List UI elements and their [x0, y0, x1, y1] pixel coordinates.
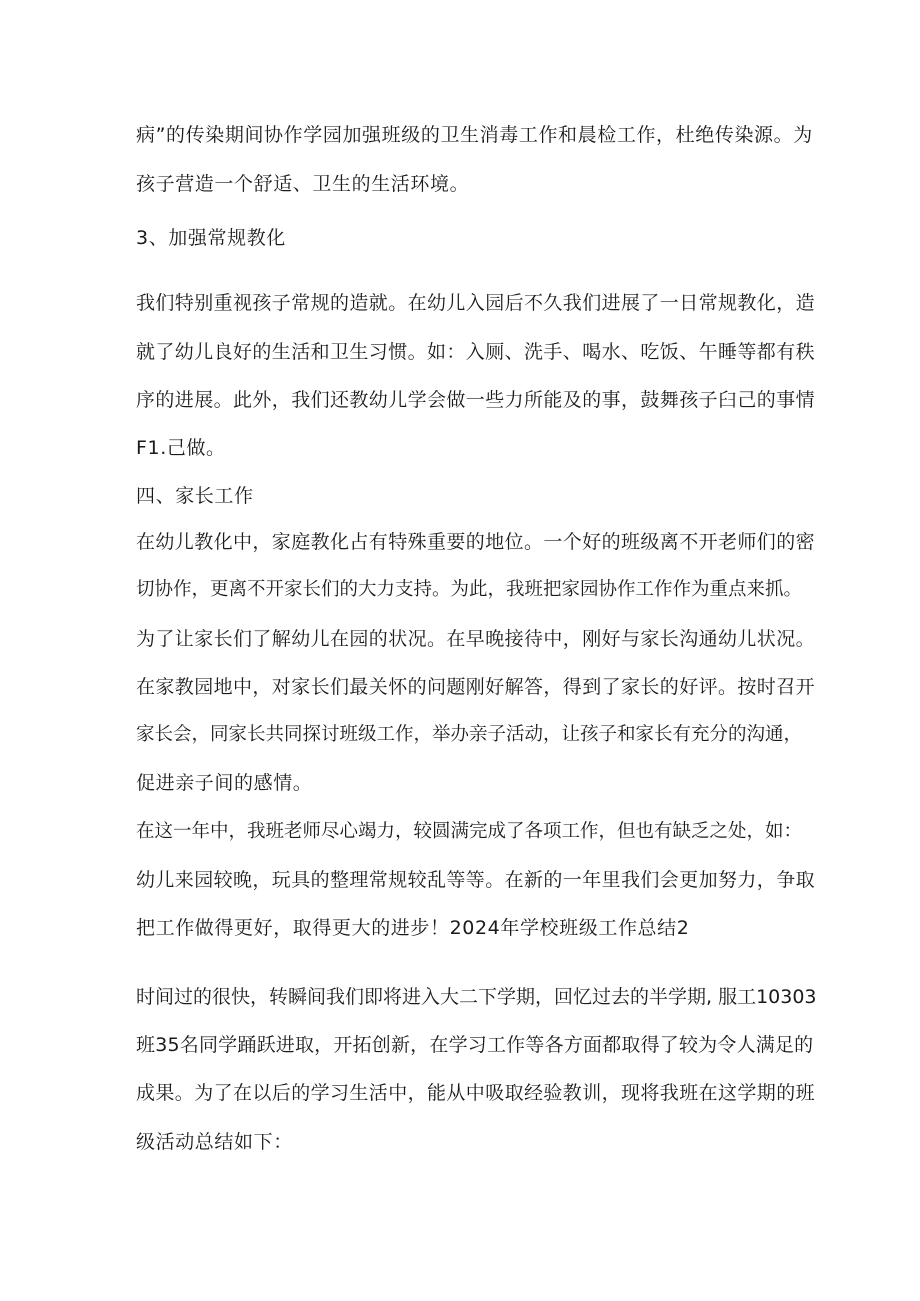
text-line: 促进亲子间的感情。: [136, 772, 313, 794]
text-line: F1.己做。: [136, 437, 226, 459]
text-line: 时间过的很快，转瞬间我们即将进入大二下学期，回忆过去的半学期, 服工10303: [136, 986, 817, 1008]
section-heading: 3、加强常规教化: [136, 227, 286, 249]
text-line: 序的进展。此外，我们还教幼儿学会做一些力所能及的事，鼓舞孩子臼己的事情: [136, 389, 816, 411]
text-line: 在幼儿教化中，家庭教化占有特殊重要的地位。一个好的班级离不开老师们的密: [136, 531, 816, 553]
text-line: 幼儿来园较晚，玩具的整理常规较乱等等。在新的一年里我们会更加努力，争取: [136, 869, 816, 891]
text-line: 班35名同学踊跃进取，开拓创新，在学习工作等各方面都取得了较为令人满足的: [136, 1034, 814, 1056]
section-heading: 四、家长工作: [136, 485, 254, 507]
text-line: 病”的传染期间协作学园加强班级的卫生消毒工作和晨检工作，杜绝传染源。为: [136, 124, 813, 146]
text-line: 切协作，更离不开家长们的大力支持。为此，我班把家园协作工作作为重点来抓。: [136, 579, 803, 600]
text-line: 成果。为了在以后的学习生活中，能从中吸取经验教训，现将我班在这学期的班: [136, 1082, 816, 1104]
text-line: 家长会，同家长共同探讨班级工作，举办亲子活动，让孩子和家长有充分的沟通，: [136, 724, 803, 745]
text-line: 就了幼儿良好的生活和卫生习惯。如：入厕、洗手、喝水、吃饭、午睡等都有秩: [136, 341, 816, 363]
text-line: 我们特别重视孩子常规的造就。在幼儿入园后不久我们进展了一日常规教化，造: [136, 292, 816, 314]
text-line: 把工作做得更好，取得更大的进步！2024年学校班级工作总结2: [136, 917, 690, 939]
text-line: 级活动总结如下：: [136, 1131, 293, 1153]
text-line: 孩子营造一个舒适、卫生的生活环境。: [136, 173, 470, 195]
text-line: 在这一年中，我班老师尽心竭力，较圆满完成了各项工作，但也有缺乏之处，如：: [136, 821, 803, 842]
text-line: 为了让家长们了解幼儿在园的状况。在早晚接待中，刚好与家长沟通幼儿状况。: [136, 628, 816, 650]
text-line: 在家教园地中，对家长们最关怀的问题刚好解答，得到了家长的好评。按时召开: [136, 676, 816, 698]
